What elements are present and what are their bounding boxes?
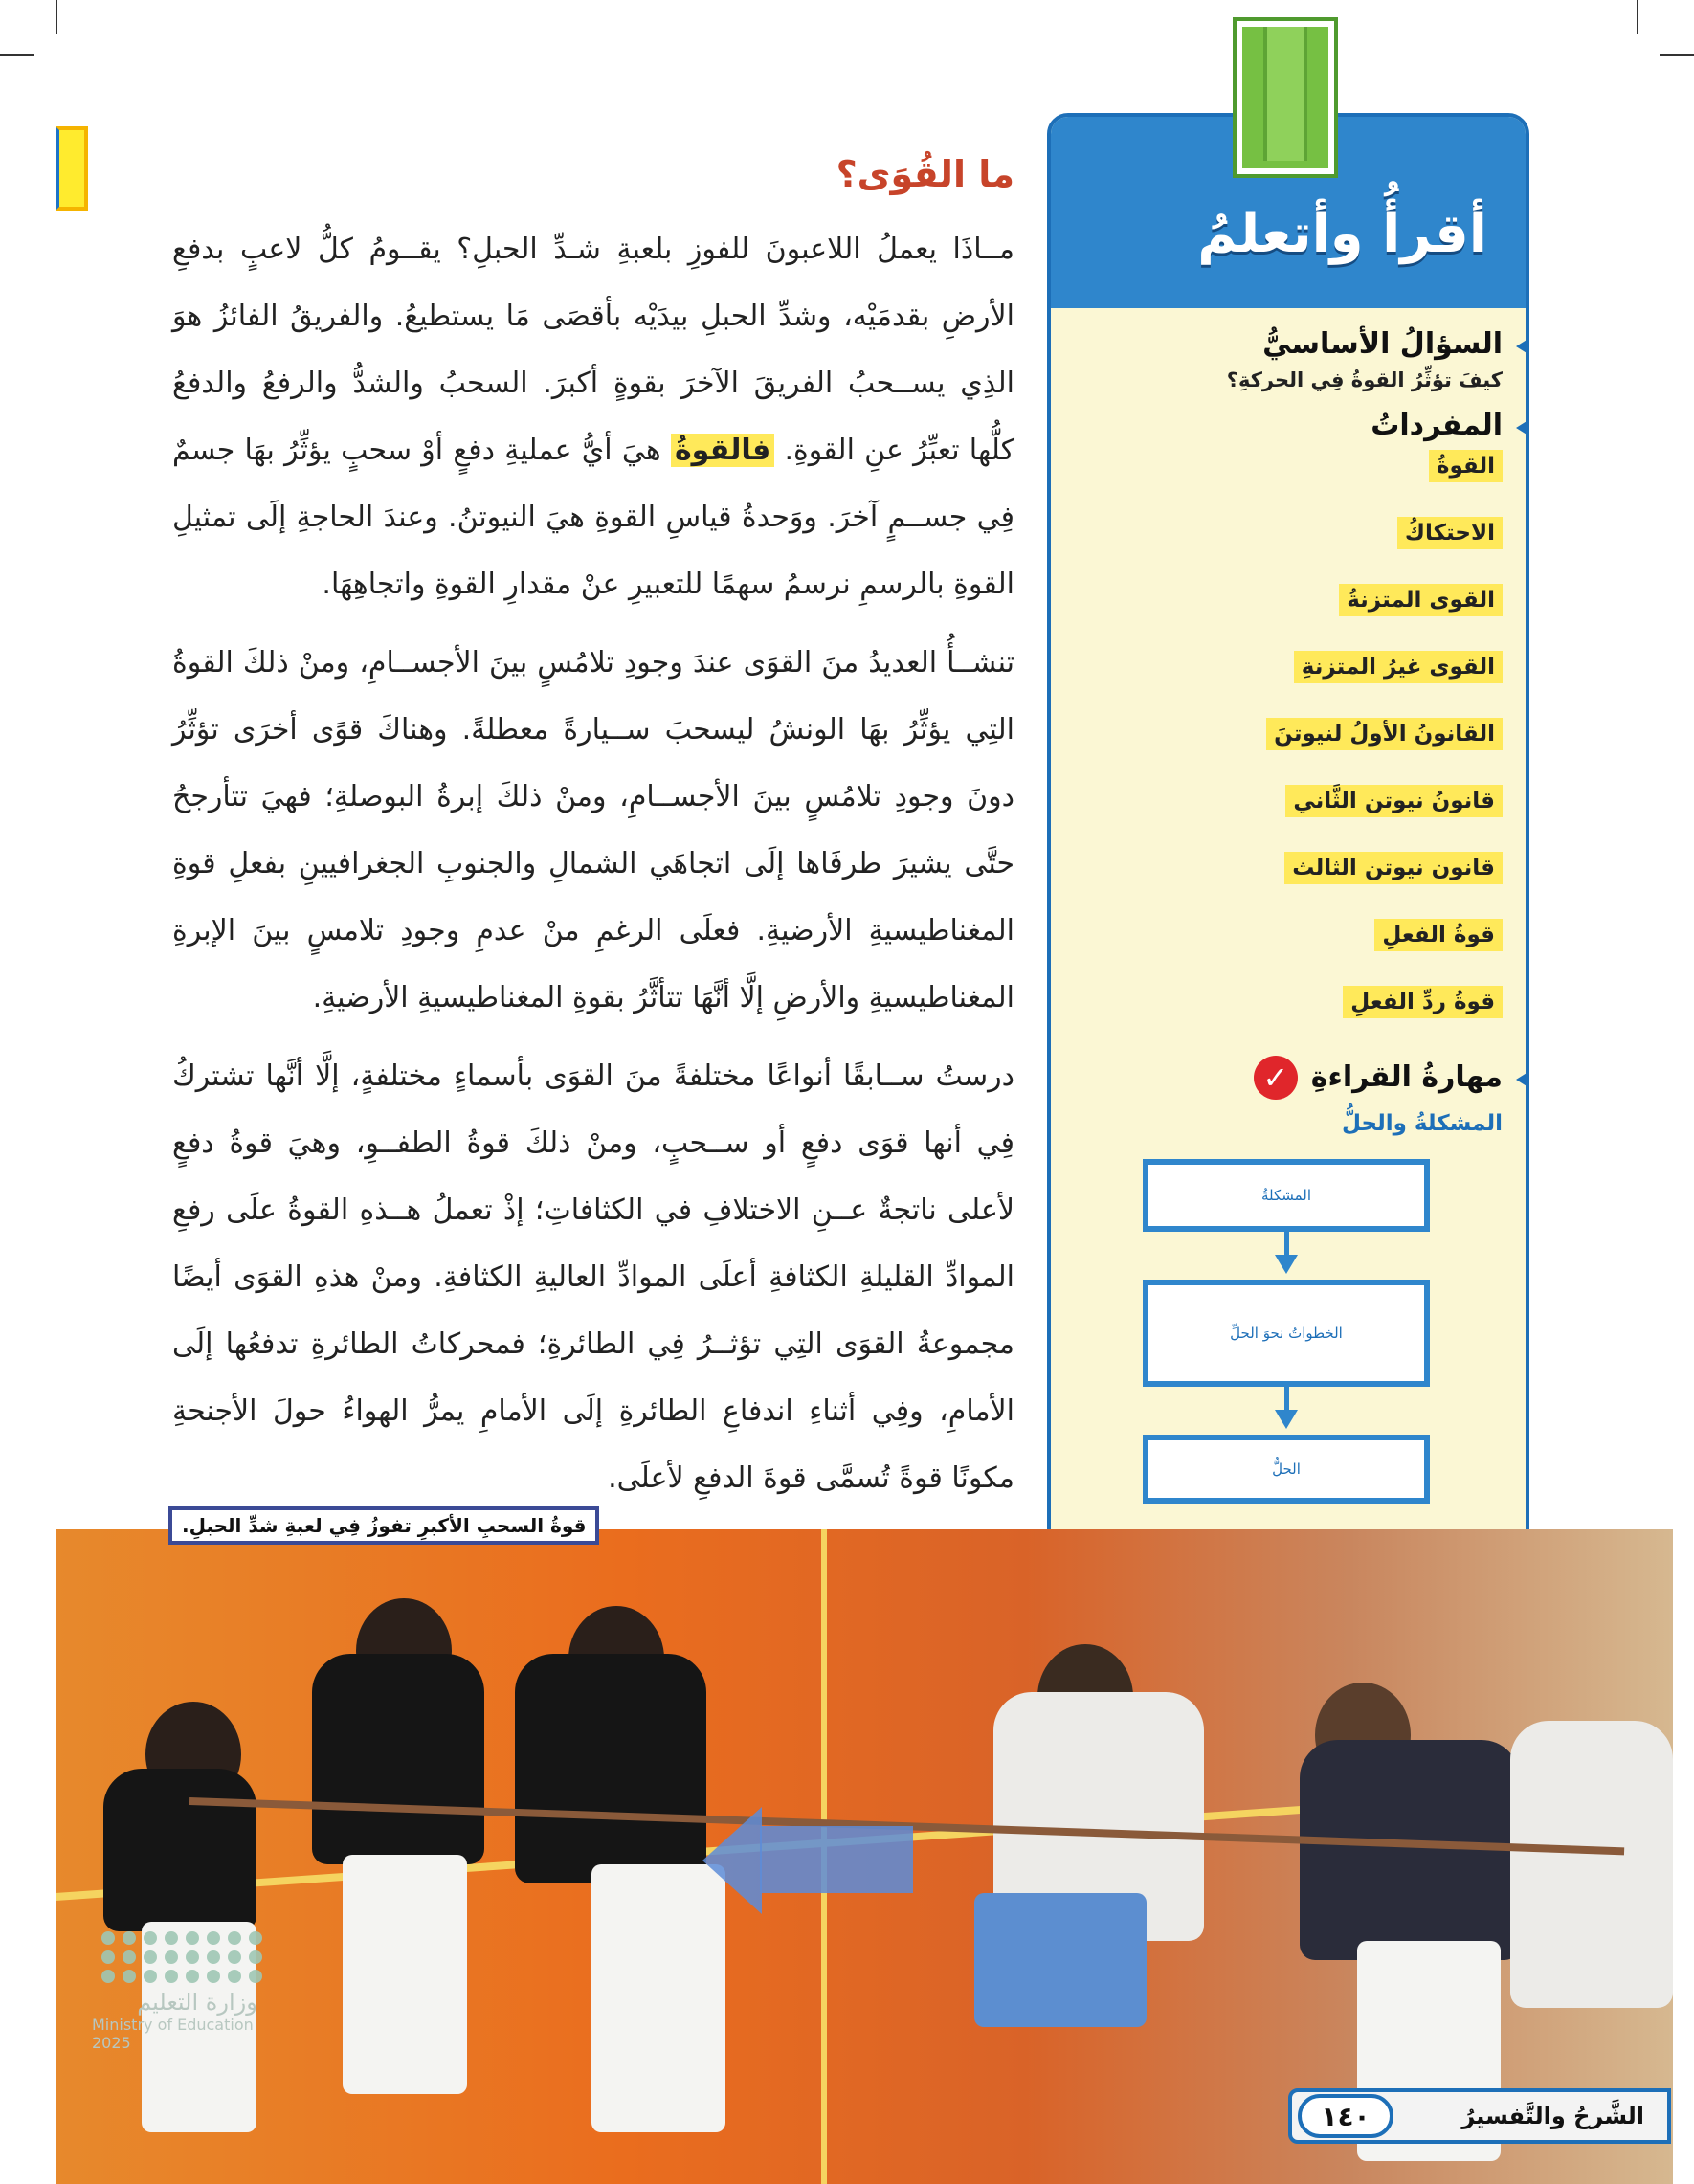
vocab-item — [1070, 517, 1503, 555]
vocab-item — [1070, 852, 1503, 890]
logo-text: وزارة التعليم — [137, 1989, 257, 2016]
crop-mark — [56, 0, 57, 34]
vocab-term: القانونُ الأولُ لنيوتنَ — [1266, 718, 1503, 750]
vocab-term: قانون نيوتن الثالث — [1284, 852, 1503, 884]
main-text-column — [172, 153, 1014, 1524]
page-marker — [56, 126, 88, 211]
vocab-term: الاحتكاكُ — [1397, 517, 1503, 549]
vocabulary-list — [1070, 450, 1503, 1024]
vocab-item — [1070, 986, 1503, 1024]
vocab-term: القوى غيرُ المتزنةِ — [1294, 651, 1503, 683]
checkmark-icon: ✓ — [1254, 1056, 1298, 1100]
flow-problem-box: المشكلةُ — [1143, 1159, 1430, 1232]
reading-skill-heading: مهارةُ القراءةِ — [1310, 1060, 1503, 1094]
reading-skill-row — [1070, 1053, 1503, 1102]
flow-connector — [1284, 1387, 1289, 1410]
vocab-item — [1070, 919, 1503, 957]
vocab-term: قانونُ نيوتن الثَّاني — [1285, 785, 1503, 817]
vocab-term: القوى المتزنةُ — [1339, 584, 1503, 616]
flow-solution-box: الحلُّ — [1143, 1435, 1430, 1504]
vocab-item — [1070, 718, 1503, 756]
logo-dots — [101, 1931, 302, 1983]
essential-question: كيفَ تؤثِّرُ القوةُ فِي الحركةِ؟ — [1226, 368, 1503, 391]
arrow-left-icon — [702, 1807, 762, 1914]
panel-body — [1051, 308, 1526, 1504]
vocab-term: قوةُ الفعلِ — [1374, 919, 1503, 951]
paragraph-1 — [172, 216, 1014, 618]
reading-skill-name: المشكلةُ والحلُّ — [1342, 1111, 1503, 1136]
player-legs — [974, 1893, 1147, 2027]
essential-question-heading: السؤالُ الأساسيُّ — [1070, 327, 1503, 361]
vocab-term: القوةُ — [1429, 450, 1503, 482]
arrow-down-icon — [1275, 1255, 1298, 1274]
page-number: ١٤٠ — [1298, 2094, 1393, 2138]
player-shirt — [312, 1654, 484, 1864]
flow-steps-box: الخطواتُ نحوَ الحلِّ — [1143, 1280, 1430, 1387]
vocab-item — [1070, 584, 1503, 622]
section-label: الشَّرحُ والتَّفسيرُ — [1461, 2103, 1644, 2129]
footer-section-tab — [1288, 2088, 1671, 2144]
player-shirt — [515, 1654, 706, 1883]
force-arrow-body — [760, 1826, 913, 1893]
player-legs — [343, 1855, 467, 2094]
logo-subtext: Ministry of Education — [92, 2016, 254, 2034]
panel-title: أقرأُ وأتعلمُ — [1197, 203, 1487, 265]
tug-of-war-photo — [56, 1529, 1673, 2184]
vocab-term: قوةُ ردِّ الفعلِ — [1343, 986, 1503, 1018]
paragraph-3: درستُ ســابقًا أنواعًا مختلفةً منَ القوَى بأسماءٍ مختلفةٍ، إلَّا أنَّها تشتركُ فِي أنها قوَى دفعٍ أو ســحبٍ، ومنْ ذلكَ قوةُ الطفــوِ، وهيَ قوةُ دفعٍ لأعلى ناتجةٌ عــنِ الاختلافِ في الكثافاتِ؛ إذْ تعملُ هــذهِ القوةُ علَى رفعِ الموادِّ القليلةِ الكثافةِ أعلَى الموادِّ العاليةِ الكثافةِ. ومنْ هذهِ القوَى أيضًا مجموعةُ القوَى التِي تؤثــرُ فِي الطائرةِ؛ فمحركاتُ الطائرةِ تدفعُها إلَى الأمامِ، وفِي أثناءِ اندفاعِ الطائرةِ إلَى الأمامِ يمرُّ الهواءُ حولَ الأجنحةِ مكونًا قوةً تُسمَّى قوةَ الدفعِ لأعلَى. — [172, 1059, 1014, 1495]
logo-year: 2025 — [92, 2034, 131, 2052]
flow-connector — [1284, 1232, 1289, 1255]
vocab-item — [1070, 651, 1503, 689]
crop-mark — [1660, 54, 1694, 56]
bookmark-ribbon — [1263, 27, 1307, 161]
paragraph-1-part-b: هيَ أيُّ عمليةِ دفعٍ أوْ سحبٍ يؤثِّرُ بهَا جسمٌ فِي جســمٍ آخرَ. ووَحدةُ قياسِ القوةِ هيَ النيوتنُ. وعندَ الحاجةِ إلَى تمثيلِ القوةِ بالرسمِ نرسمُ سهمًا للتعبيرِ عنْ مقدارِ القوةِ واتجاهِهَا. — [172, 434, 1014, 601]
bookmark-tab — [1237, 21, 1334, 174]
vocabulary-heading: المفرداتُ — [1070, 409, 1503, 442]
vocab-item — [1070, 450, 1503, 488]
highlighted-term: فالقوةُ — [671, 434, 774, 467]
section-title: ما القُوَى؟ — [836, 153, 1014, 195]
arrow-down-icon — [1275, 1410, 1298, 1429]
player-shirt — [103, 1769, 256, 1931]
paragraph-1-part-a: مــاذَا يعملُ اللاعبونَ للفوزِ بلعبةِ شـدِّ الحبلِ؟ يقــومُ كلُّ لاعبٍ بدفعِ الأرضِ بقدمَيْه، وشدِّ الحبلِ بيدَيْه بأقصَى مَا يستطيعُ. والفريقُ الفائزُ هوَ الذِي يســحبُ الفريقَ الآخرَ بقوةٍ أكبرَ. السحبُ والشدُّ والرفعُ والدفعُ كلُّها تعبِّرُ عنِ القوةِ. — [172, 233, 1014, 467]
crop-mark — [1637, 0, 1638, 34]
vocab-item — [1070, 785, 1503, 823]
player-shirt — [1510, 1721, 1673, 2008]
photo-caption: قوةُ السحبِ الأكبرِ تفوزُ فِي لعبةِ شدِّ الحبلِ. — [168, 1506, 599, 1545]
paragraph-2: تنشــأُ العديدُ منَ القوَى عندَ وجودِ تلامُسٍ بينَ الأجســامِ، ومنْ ذلكَ القوةُ التِي يؤثِّرُ بهَا الونشُ ليسحبَ ســيارةً معطلةً. وهناكَ قوًى أخرَى تؤثِّرُ دونَ وجودِ تلامُسٍ بينَ الأجســامِ، ومنْ ذلكَ إبرةُ البوصلةِ؛ فهيَ تتأرجحُ حتَّى يشيرَ طرفَاها إلَى اتجاهَي الشمالِ والجنوبِ الجغرافيينِ بفعلِ قوةِ المغناطيسيةِ الأرضيةِ. فعلَى الرغمِ منْ عدمِ وجودِ تلامسٍ بينَ الإبرةِ المغناطيسيةِ والأرضِ إلَّا أنَّهَا تتأثَّرُ بقوةِ المغناطيسيةِ الأرضيةِ. — [172, 646, 1014, 1014]
crop-mark — [0, 54, 34, 56]
ministry-logo — [92, 1931, 302, 2052]
read-and-learn-panel — [1047, 113, 1529, 1581]
